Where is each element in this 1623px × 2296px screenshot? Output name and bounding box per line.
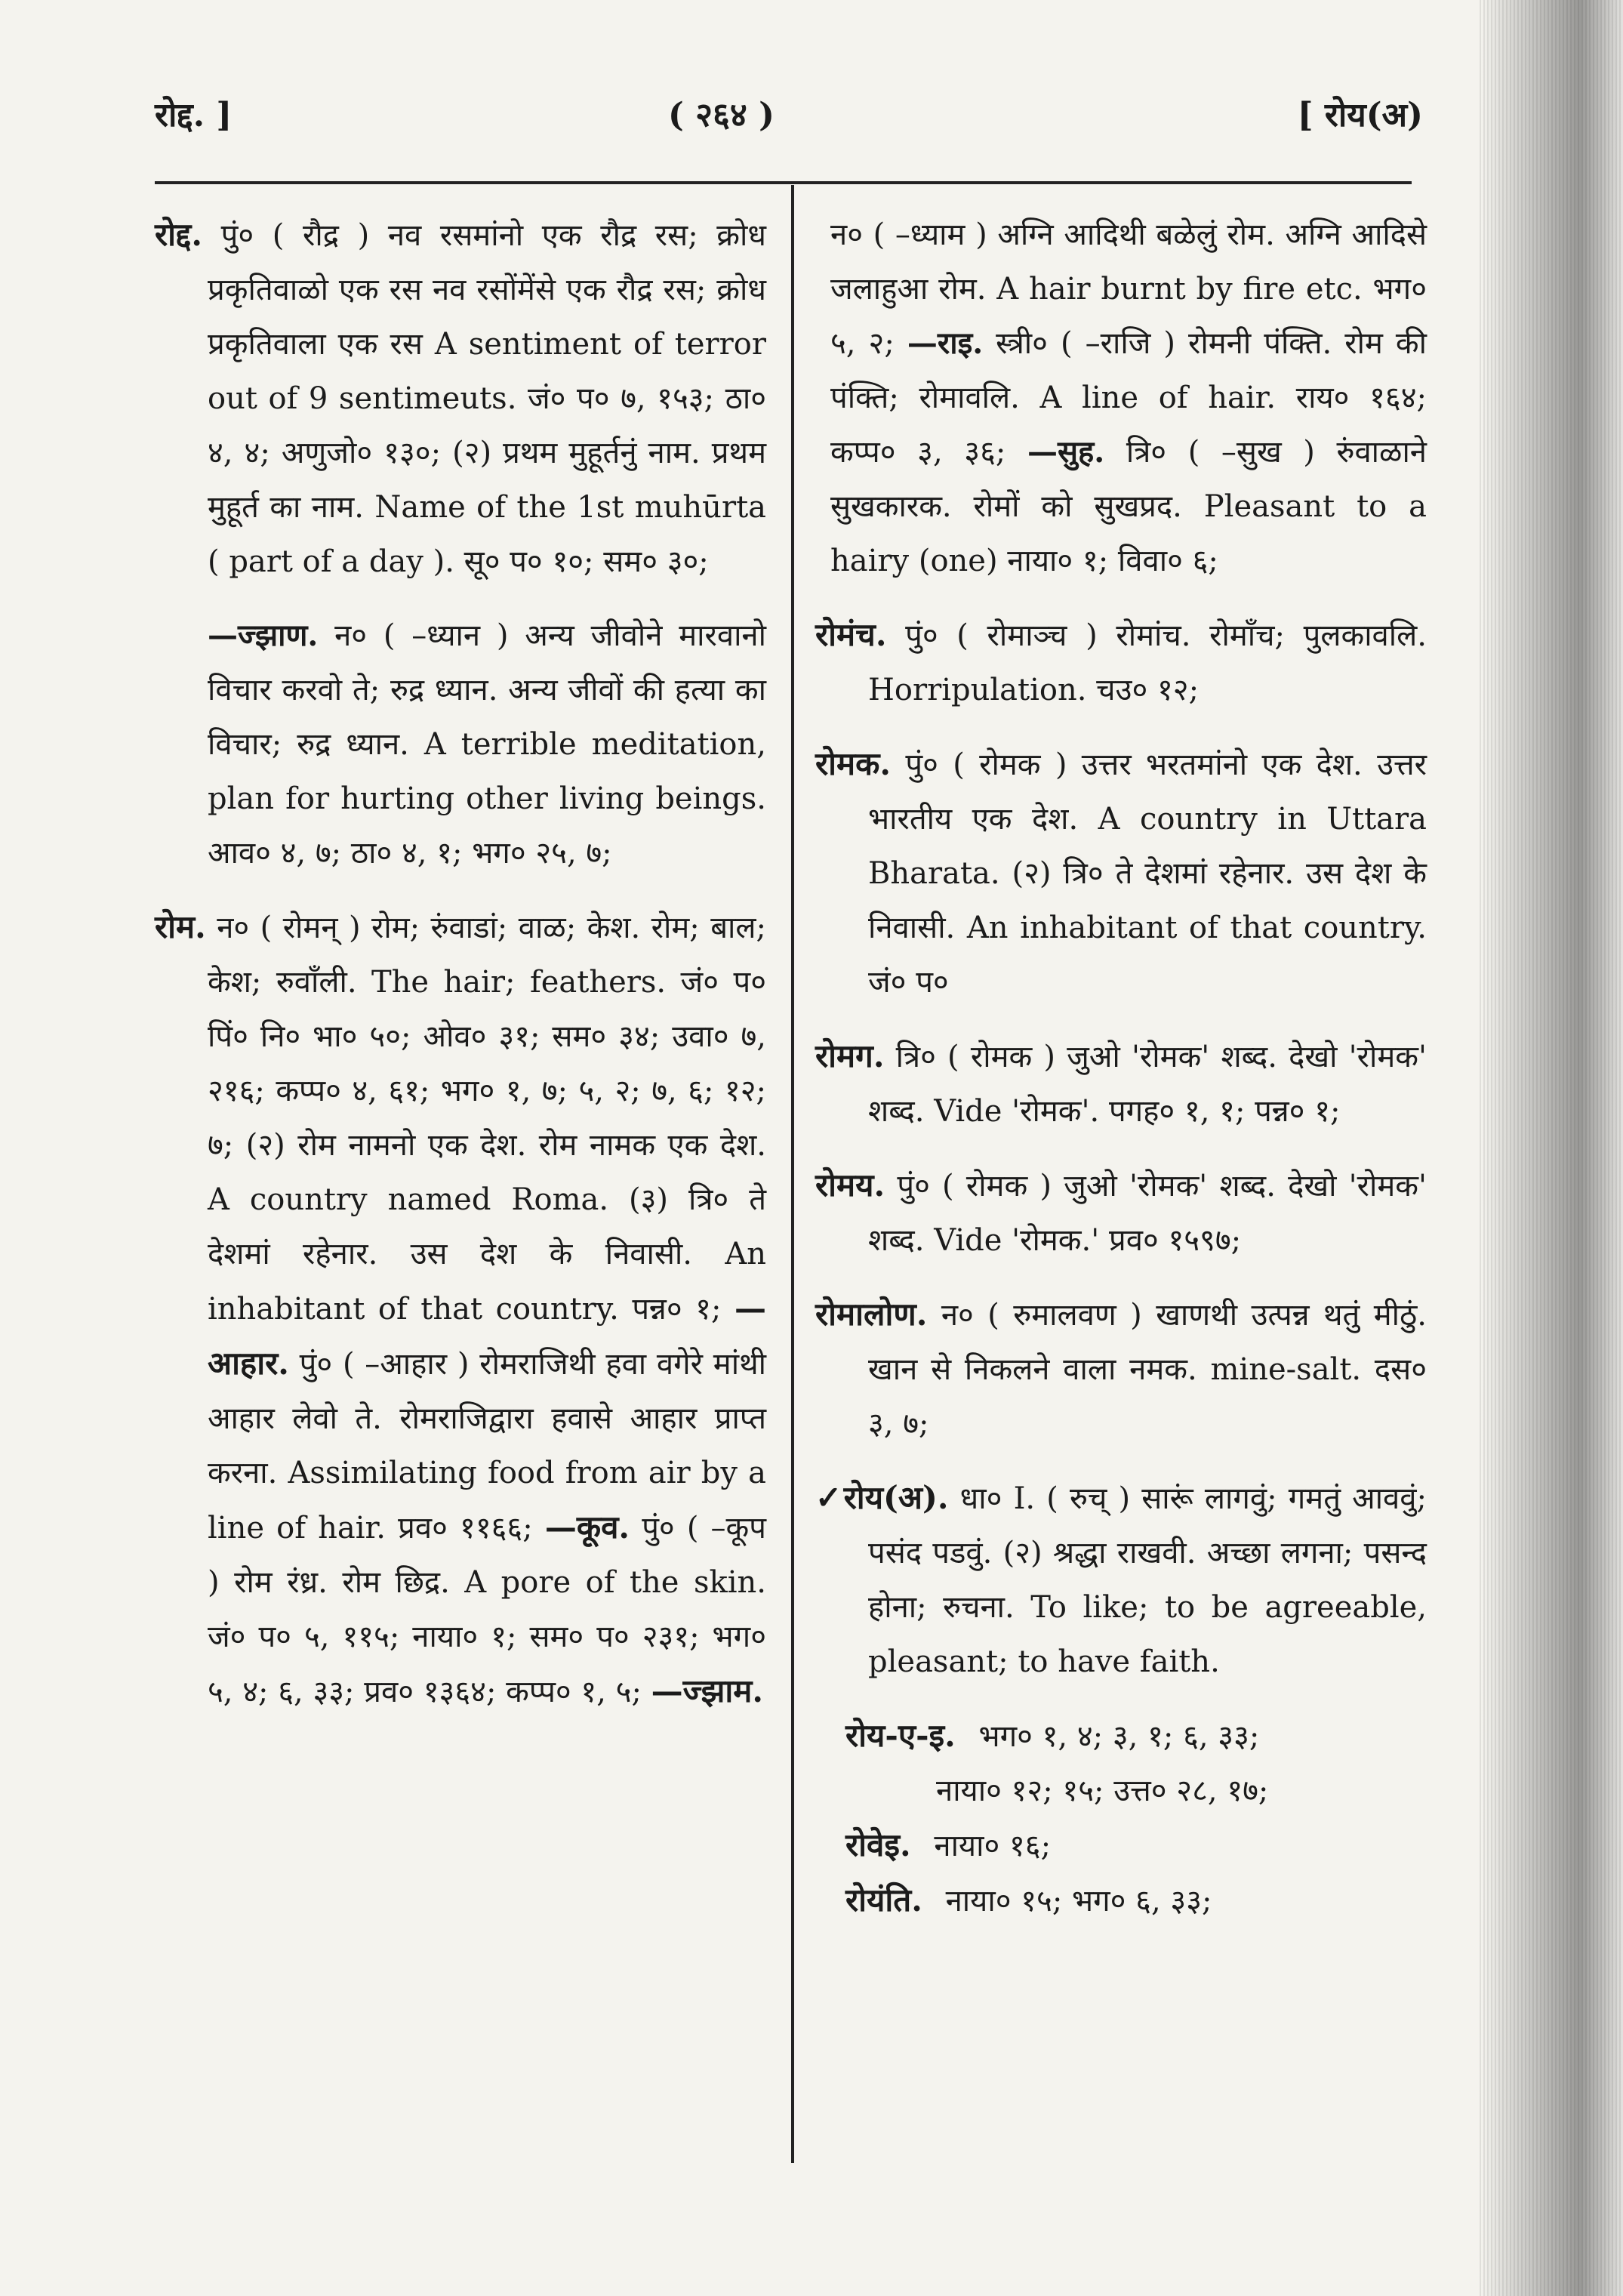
inflection-line xyxy=(845,1709,1427,1764)
dictionary-entry xyxy=(815,608,1427,717)
entry-text: न० ( –ध्याम ) अग्नि आदिथी बळेलुं रोम. अग्नि आदिसे जलाहुआ रोम. A hair burnt by fire etc. भग० ५, २; xyxy=(830,217,1427,361)
page-number: ( २६४ ) xyxy=(668,96,775,134)
inflection-line xyxy=(845,1873,1427,1928)
entry-text: पुं० ( रौद्र ) नव रसमांनो एक रौद्र रस; क्रोध प्रकृतिवाळो एक रस नव रसोंमेंसे एक रौद्र रस; क्रोध प्रकृतिवाला एक रस A sentiment of terror out of 9 sentimeuts. जं० प० ७, १५३; ठा० ४, ४; अणुजो० १३०; (२) प्रथम मुहूर्तनुं नाम. प्रथम मुहूर्त का नाम. Name of the 1st muhūrta ( part of a day ). सू० प० १०; सम० ३०; xyxy=(208,218,766,579)
entry-text: पुं० ( रोमक ) उत्तर भरतमांनो एक देश. उत्तर भारतीय एक देश. A country in Uttara Bharata. (२) त्रि० ते देशमां रहेनार. उस देश के निवासी. An inhabitant of that country. जं० प० xyxy=(868,747,1427,1000)
entry-text: पुं० ( –कूप ) रोम रंध्र. रोम छिद्र. A pore of the skin. जं० प० ५, ११५; नाया० १; सम० प० २३१; भग० ५, ४; ६, ३३; प्रव० १३६४; कप्प० १, ५; xyxy=(208,1511,766,1709)
entry-text: स्त्री० ( –राजि ) रोमनी पंक्ति. रोम की पंक्ति; रोमावलि. A line of hair. राय० १६४; कप्प० ३, ३६; xyxy=(830,326,1427,470)
dictionary-entry-continued xyxy=(815,208,1427,588)
inflection-form: रोय-ए-इ. xyxy=(845,1717,956,1754)
dictionary-entry xyxy=(815,1471,1427,1689)
right-column xyxy=(815,208,1427,1937)
entry-text: पुं० ( –आहार ) रोमराजिथी हवा वगेरे मांथी आहार लेवो ते. रोमराजिद्वारा हवासे आहार प्राप्त करना. Assimilating food from air by a line of hair. प्रव० ११६६; xyxy=(208,1347,766,1546)
dictionary-entry xyxy=(155,900,766,1719)
inflection-form: रोवेइ. xyxy=(845,1826,911,1863)
entry-text: न० ( रुमालवण ) खाणथी उत्पन्न थतुं मीठुं. खान से निकलने वाला नमक. mine-salt. दस० ३, ७; xyxy=(868,1298,1427,1441)
inflection-refs-continued: नाया० १२; १५; उत्त० २८, १७; xyxy=(936,1774,1269,1808)
page-header xyxy=(155,83,1423,143)
entry-text: धा० I. ( रुच् ) सारूं लागवुं; गमतुं आववुं; पसंद पडवुं. (२) श्रद्धा राखवी. अच्छा लगना; पसन्द होना; रुचना. To like; to be agreeable, pleasant; to have faith. xyxy=(868,1481,1427,1679)
entry-headword: रोम. xyxy=(155,908,206,945)
page-edge-shadow xyxy=(1480,0,1623,2296)
entry-headword: —सुह. xyxy=(1027,434,1105,470)
entry-headword: —राइ. xyxy=(907,325,984,361)
header-rule xyxy=(155,181,1412,184)
inflection-refs: नाया० १६; xyxy=(934,1829,1052,1863)
entry-headword: —आहार. xyxy=(208,1290,767,1382)
entry-text: त्रि० ( –सुख ) रुंवाळाने सुखकारक. रोमों को सुखप्रद. Pleasant to a hairy (one) नाया० १; विवा० ६; xyxy=(830,435,1427,578)
entry-headword: रोमंच. xyxy=(815,616,887,653)
entry-headword: ✓रोय(अ). xyxy=(815,1479,949,1516)
left-column xyxy=(155,208,766,1739)
dictionary-entry xyxy=(815,1029,1427,1139)
inflection-line xyxy=(845,1818,1427,1873)
entry-headword: रोमय. xyxy=(815,1166,885,1203)
inflection-form: रोयंति. xyxy=(845,1881,922,1918)
inflection-refs: नाया० १५; भग० ६, ३३; xyxy=(945,1884,1212,1918)
entry-text: न० ( रोमन् ) रोम; रुंवाडां; वाळ; केश. रोम; बाल; केश; रुवाँली. The hair; feathers. जं० प० पिं० नि० भा० ५०; ओव० ३१; सम० ३४; उवा० ७, २१६; कप्प० ४, ६१; भग० १, ७; ५, २; ७, ६; १२; ७; (२) रोम नामनो एक देश. रोम नामक एक देश. A country named Roma. (३) त्रि० ते देशमां रहेनार. उस देश के निवासी. An inhabitant of that country. पन्न० १; xyxy=(208,911,767,1327)
entry-headword: —कूव. xyxy=(544,1509,630,1546)
dictionary-entry xyxy=(815,1158,1427,1268)
entry-headword: रोमक. xyxy=(815,745,892,782)
entry-headword: —ज्झाण. xyxy=(208,618,319,653)
inflection-references xyxy=(815,1709,1427,1928)
column-divider xyxy=(791,185,794,2163)
dictionary-entry xyxy=(815,1287,1427,1451)
entry-text: त्रि० ( रोमक ) जुओ 'रोमक' शब्द. देखो 'रोमक' शब्द. Vide 'रोमक'. पगह० १, १; पन्न० १; xyxy=(868,1040,1427,1129)
entry-text: पुं० ( रोमाञ्च ) रोमांच. रोमाँच; पुलकावलि. Horripulation. चउ० १२; xyxy=(868,618,1427,707)
header-right-guideword: [ रोय(अ) xyxy=(1297,96,1423,134)
entry-text: पुं० ( रोमक ) जुओ 'रोमक' शब्द. देखो 'रोमक' शब्द. Vide 'रोमक.' प्रव० १५९७; xyxy=(868,1169,1427,1258)
entry-headword: —ज्झाम. xyxy=(651,1672,764,1709)
inflection-refs: भग० १, ४; ३, १; ६, ३३; xyxy=(978,1719,1260,1754)
entry-headword: रोमालोण. xyxy=(815,1296,928,1333)
dictionary-subentry xyxy=(155,609,766,880)
entry-headword: रोद्द. xyxy=(155,216,203,253)
entry-headword: रोमग. xyxy=(815,1037,885,1074)
header-left-guideword: रोद्द. ] xyxy=(155,96,233,134)
dictionary-entry xyxy=(155,208,766,589)
dictionary-entry xyxy=(815,737,1427,1009)
entry-text: न० ( –ध्यान ) अन्य जीवोने मारवानो विचार करवो ते; रुद्र ध्यान. अन्य जीवों की हत्या का विचार; रुद्र ध्यान. A terrible meditation, plan for hurting other living beings. आव० ४, ७; ठा० ४, १; भग० २५, ७; xyxy=(208,618,766,871)
